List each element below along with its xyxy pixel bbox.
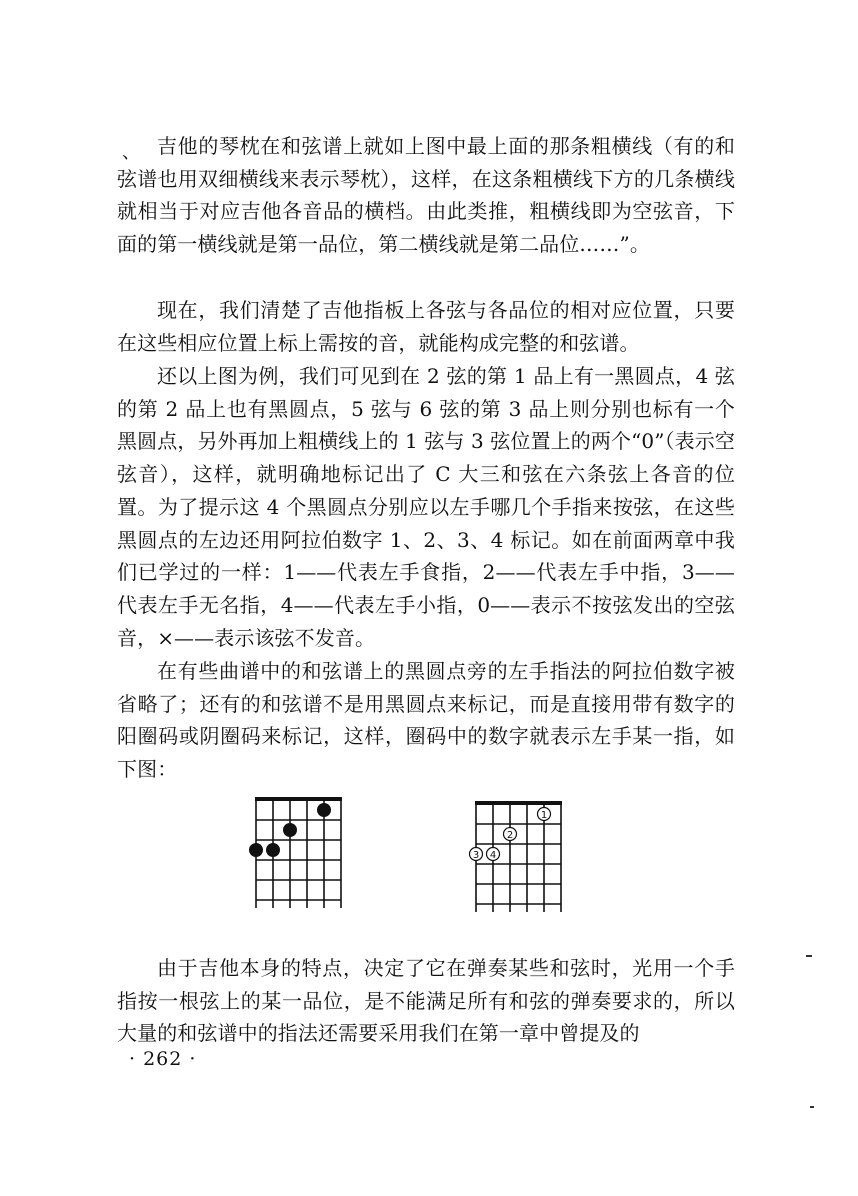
chord-diagram-solid-svg: [244, 792, 366, 910]
finger-dot: [317, 803, 331, 817]
finger-dot: [283, 823, 297, 837]
finger-dot: [266, 843, 280, 857]
nut-line: [475, 801, 562, 805]
paragraph-circled-numbers: 在有些曲谱中的和弦谱上的黑圆点旁的左手指法的阿拉伯数字被省略了；还有的和弦谱不是用黑圆点来标记，而是直接用带有数字的阳圈码或阴圈码来标记，这样，圈码中的数字就表示左手某一指，如下图：: [117, 659, 735, 782]
finger-dot: [249, 843, 263, 857]
finger-number: 4: [489, 850, 497, 861]
page-number: · 262 ·: [129, 1048, 197, 1070]
chord-diagram-circled-numbers: [464, 796, 586, 914]
paragraph-c-major-example: 还以上图为例，我们可见到在 2 弦的第 1 品上有一黑圆点，4 弦的第 2 品上也有黑圆点，5 弦与 6 弦的第 3 品上则分别也标有一个黑圆点，另外再加上粗横线上的 1 弦与 3 弦位置上的两个“0”（表示空弦音），这样，就明确地标记出了 C 大三和弦在六条弦上各音的位置。为了提示这 4 个黑圆点分别应以左手哪几个手指来按弦，在这些黑圆点的左边还用阿拉伯数字 1、2、3、4 标记。如在前面两章中我们已学过的一样：1——代表左手食指，2——代表左手中指，3——代表左手无名指，4——代表左手小指，0——表示不按弦发出的空弦音，×——表示该弦不发音。: [117, 364, 735, 650]
finger-number: 1: [540, 810, 548, 821]
edge-mark: [806, 955, 812, 957]
paragraph-fingering-note: 由于吉他本身的特点，决定了它在弹奏某些和弦时，光用一个手指按一根弦上的某一品位，是不能满足所有和弦的弹奏要求的，所以大量的和弦谱中的指法还需要采用我们在第一章中曾提及的: [117, 956, 735, 1046]
chord-diagram-circled-svg: [464, 796, 586, 914]
nut-line: [255, 797, 342, 801]
chord-diagram-solid-dots: [244, 792, 366, 910]
edge-mark: [810, 1106, 814, 1108]
finger-number: 3: [472, 850, 480, 861]
paragraph-fingerboard-positions: 现在，我们清楚了吉他指板上各弦与各品位的相对应位置，只要在这些相应位置上标上需按的音，就能构成完整的和弦谱。: [117, 298, 735, 355]
paragraph-nut-explanation: 吉他的琴枕在和弦谱上就如上图中最上面的那条粗横线（有的和弦谱也用双细横线来表示琴枕），这样，在这条粗横线下方的几条横线就相当于对应吉他各音品的横档。由此类推，粗横线即为空弦音，下面的第一横线就是第一品位，第二横线就是第二品位……”。: [117, 134, 735, 257]
leading-mark: 、: [122, 142, 140, 163]
finger-number: 2: [506, 830, 514, 841]
